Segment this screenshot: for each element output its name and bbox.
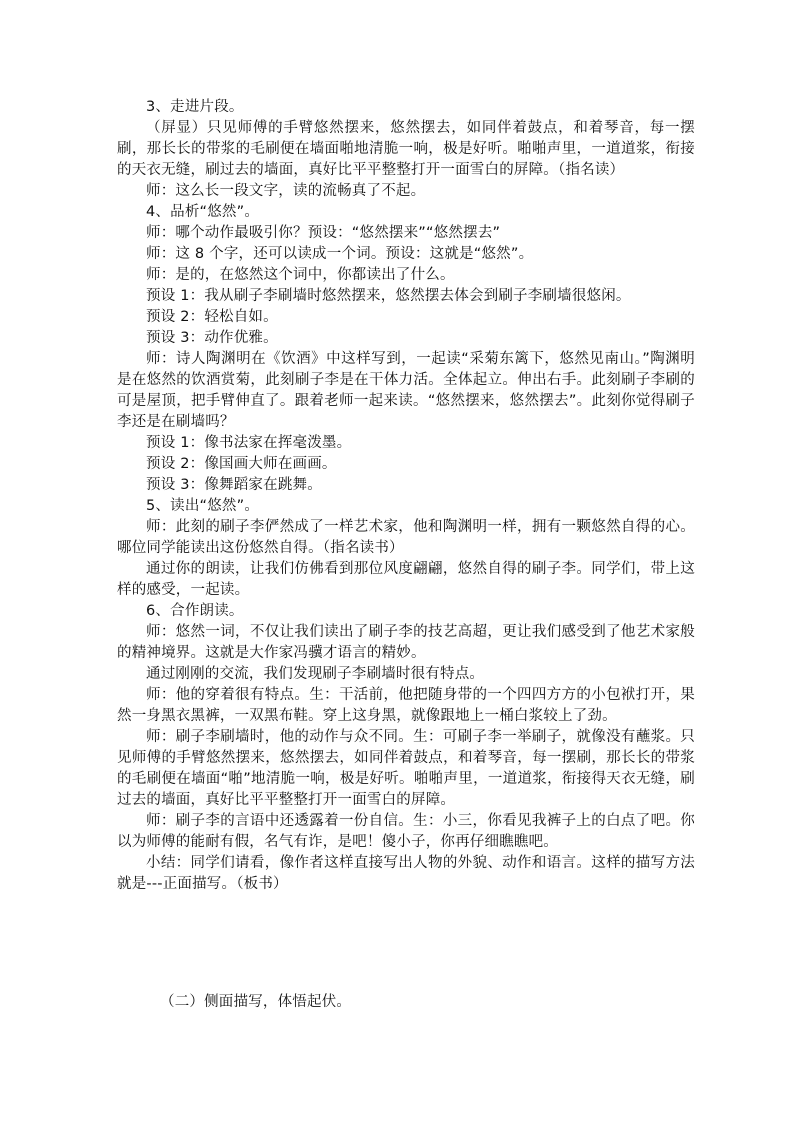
- step-5-heading: 5、读出“悠然”。: [146, 498, 260, 514]
- preset-answer: 预设 1：像书法家在挥毫泼墨。: [146, 435, 352, 451]
- section-two-heading: （二）侧面描写，体悟起伏。: [160, 994, 352, 1010]
- preset-answer: 预设 1：我从刷子李刷墙时悠然摆来，悠然摆去体会到刷子李刷墙很悠闲。: [146, 288, 631, 304]
- document-body: [117, 97, 695, 895]
- preset-answer: 预设 2：轻松自如。: [146, 309, 278, 325]
- teacher-remark: 师：此刻的刷子李俨然成了一样艺术家，他和陶渊明一样，拥有一颗悠然自得的心。哪位同学能读出这份悠然自得。（指名读书）: [117, 519, 695, 556]
- teacher-remark: 通过刚刚的交流，我们发现刷子李刷墙时很有特点。: [146, 666, 485, 682]
- dialogue-paragraph: 师：他的穿着很有特点。生：干活前，他把随身带的一个四四方方的小包袱打开，果然一身黑衣黑裤，一双黑布鞋。穿上这身黑，就像跟地上一桶白浆较上了劲。: [117, 687, 695, 724]
- screen-display-paragraph: （屏显）只见师傅的手臂悠然摆来，悠然摆去，如同伴着鼓点，和着琴音，每一摆刷，那长长的带浆的毛刷便在墙面啪地清脆一响，极是好听。啪啪声里，一道道浆，衔接的天衣无缝，刷过去的墙面，真好比平平整整打开一面雪白的屏障。（指名读）: [117, 120, 695, 178]
- teacher-poem-paragraph: 师：诗人陶渊明在《饮酒》中这样写到，一起读“采菊东篱下，悠然见南山。”陶渊明是在悠然的饮酒赏菊，此刻刷子李是在干体力活。全体起立。伸出右手。此刻刷子李刷的可是屋顶，把手臂伸直了。跟着老师一起来读。“悠然摆来，悠然摆去”。此刻你觉得刷子李还是在刷墙吗？: [117, 351, 695, 430]
- step-6-heading: 6、合作朗读。: [146, 603, 244, 619]
- preset-answer: 预设 2：像国画大师在画画。: [146, 456, 337, 472]
- teacher-remark: 师：这 8 个字，还可以读成一个词。预设：这就是“悠然”。: [146, 246, 534, 262]
- teacher-remark: 师：是的，在悠然这个词中，你都读出了什么。: [146, 267, 455, 283]
- step-4-heading: 4、品析“悠然”。: [146, 204, 260, 220]
- teacher-question: 师：哪个动作最吸引你？预设：“悠然摆来”“悠然摆去”: [146, 225, 501, 241]
- step-3-heading: 3、走进片段。: [146, 99, 244, 115]
- preset-answer: 预设 3：动作优雅。: [146, 330, 278, 346]
- teacher-remark: 师：悠然一词，不仅让我们读出了刷子李的技艺高超，更让我们感受到了他艺术家般的精神境界。这就是大作家冯骥才语言的精妙。: [117, 624, 695, 661]
- teacher-remark: 师：这么长一段文字，读的流畅真了不起。: [146, 183, 426, 199]
- summary-paragraph: 小结：同学们请看，像作者这样直接写出人物的外貌、动作和语言。这样的描写方法就是---正面描写。（板书）: [117, 855, 695, 892]
- preset-answer: 预设 3：像舞蹈家在跳舞。: [146, 477, 322, 493]
- dialogue-paragraph: 师：刷子李刷墙时，他的动作与众不同。生：可刷子李一举刷子，就像没有蘸浆。只见师傅的手臂悠然摆来，悠然摆去，如同伴着鼓点，和着琴音，每一摆刷，那长长的带浆的毛刷便在墙面“啪”地清脆一响，极是好听。啪啪声里，一道道浆，衔接得天衣无缝，刷过去的墙面，真好比平平整整打开一面雪白的屏障。: [117, 729, 695, 808]
- teacher-remark: 通过你的朗读，让我们仿佛看到那位风度翩翩，悠然自得的刷子李。同学们，带上这样的感受，一起读。: [117, 561, 695, 598]
- dialogue-paragraph: 师：刷子李的言语中还透露着一份自信。生：小三，你看见我裤子上的白点了吧。你以为师傅的能耐有假，名气有诈，是吧！傻小子，你再仔细瞧瞧吧。: [117, 813, 695, 850]
